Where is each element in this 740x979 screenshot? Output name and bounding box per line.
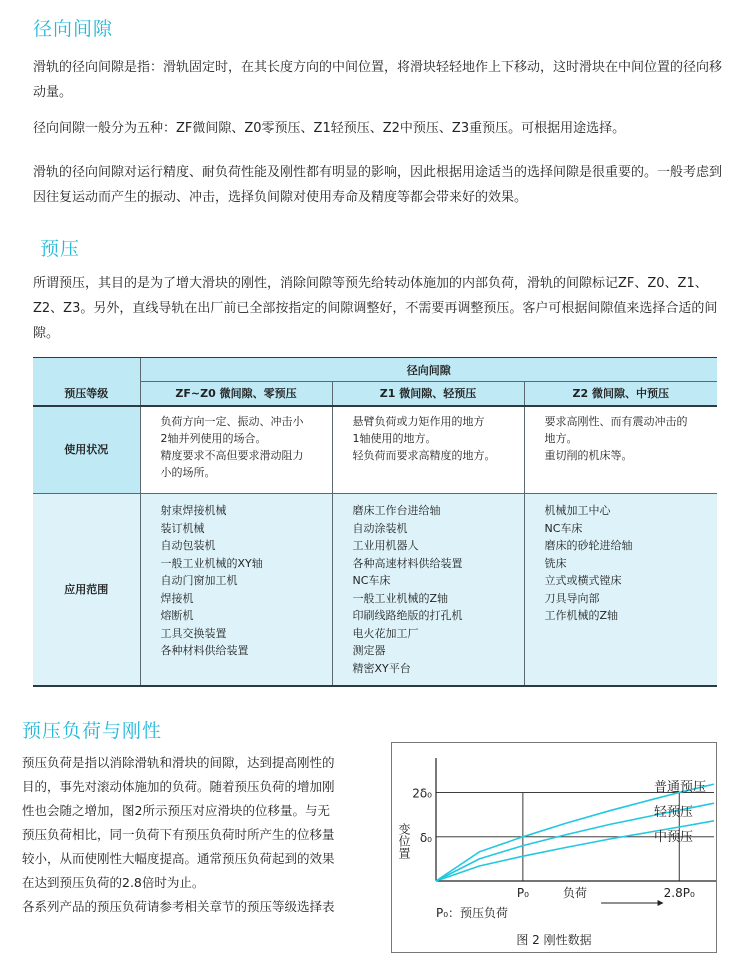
paragraph-preload: 所谓预压，其目的是为了增大滑块的刚性，消除间隙等预先给转动体施加的内部负荷，滑轨的间隙标记ZF、Z0、Z1、Z2、Z3。另外，直线导轨在出厂前已全部按指定的间隙调整好，不需要再调整预压。客户可根据间隙值来选择合适的间隙。 <box>33 276 718 341</box>
cell-line: 铣床 <box>544 556 567 570</box>
cell-line: 刀具导向部 <box>544 591 600 605</box>
table-row-label-usage: 使用状况 <box>33 406 140 494</box>
text-line: 在达到预压负荷的2.8倍时为止。 <box>22 875 205 890</box>
usage-cell-2 <box>332 406 524 494</box>
cell-line: 负荷方向一定、振动、冲击小 <box>160 414 304 428</box>
y-axis-label: 变位置 <box>397 823 411 859</box>
cell-line: 工作机械的Z轴 <box>544 609 619 622</box>
table-header-col-1: ZF~Z0 微间隙、零预压 <box>140 382 332 406</box>
cell-line: 磨床的砂轮进给轴 <box>544 539 633 552</box>
series-label-1: 轻预压 <box>654 805 694 820</box>
cell-line: NC车床 <box>544 521 583 535</box>
cell-line: 熔断机 <box>160 609 194 622</box>
x-axis-label: 负荷 <box>562 886 588 900</box>
table-row-label-applications: 应用范围 <box>33 494 140 686</box>
cell-line: 电火花加工厂 <box>352 626 419 640</box>
table-header-row <box>33 382 717 406</box>
cell-line: 射束焊接机械 <box>160 504 227 517</box>
cell-line: 小的场所。 <box>160 465 216 479</box>
cell-line: 一般工业机械的Z轴 <box>352 591 449 605</box>
paragraph-radial-clearance-effects: 滑轨的径向间隙对运行精度、耐负荷性能及刚性都有明显的影响，因此根据用途适当的选择间隙是很重要的。一般考虑到因往复运动而产生的振动、冲击，选择负间隙对使用寿命及精度等都会带来好的效果。 <box>33 165 723 205</box>
text-line: 较小，从而使刚性大幅度提高。通常预压负荷起到的效果 <box>22 851 335 866</box>
usage-cell-3 <box>524 406 717 494</box>
cell-line: 自动包装机 <box>160 539 216 552</box>
paragraph-preload-rigidity <box>22 751 382 919</box>
cell-line: 立式或横式镗床 <box>544 574 622 587</box>
cell-line: 工业用机器人 <box>352 539 419 552</box>
x-axis-arrow-head <box>658 900 664 906</box>
table-row-usage <box>33 406 717 494</box>
paragraph-radial-clearance-types: 径向间隙一般分为五种：ZF微间隙、Z0零预压、Z1轻预压、Z2中预压、Z3重预压。可根据用途选择。 <box>33 121 626 136</box>
apps-cell-2 <box>332 494 524 686</box>
y-tick-label: 2δ₀ <box>412 786 432 801</box>
text-line: 预压负荷相比，同一负荷下有预压负荷时所产生的位移量 <box>22 827 335 842</box>
cell-line: 地方。 <box>544 431 578 445</box>
chart-title: 图 2 刚性数据 <box>516 933 592 947</box>
table-header-blank <box>33 358 140 382</box>
paragraph-radial-clearance-definition: 滑轨的径向间隙是指：滑轨固定时，在其长度方向的中间位置，将滑块轻轻地作上下移动，这时滑块在中间位置的径向移动量。 <box>33 60 723 100</box>
cell-line: 轻负荷而要求高精度的地方。 <box>352 448 496 462</box>
cell-line: 各种材料供给装置 <box>160 644 249 657</box>
cell-line: 精密XY平台 <box>352 661 411 675</box>
series-label-0: 普通预压 <box>654 780 707 795</box>
usage-cell-1 <box>140 406 332 494</box>
text-line: 目的，事先对滚动体施加的负荷。随着预压负荷的增加刚 <box>22 779 335 794</box>
x-tick-label: P₀ <box>516 886 529 900</box>
cell-line: 自动涂装机 <box>352 521 408 535</box>
x-tick-label: 2.8P₀ <box>663 886 695 900</box>
cell-line: 要求高刚性、而有震动冲击的 <box>544 414 688 428</box>
cell-line: 自动门窗加工机 <box>160 574 238 587</box>
table-header-preload-grade: 预压等级 <box>33 382 140 406</box>
rigidity-chart-svg <box>392 743 716 952</box>
table-header-col-2: Z1 微间隙、轻预压 <box>332 382 524 406</box>
text-line: 各系列产品的预压负荷请参考相关章节的预压等级选择表 <box>22 899 335 914</box>
apps-cell-3 <box>524 494 717 686</box>
cell-line: 1轴使用的地方。 <box>352 431 437 445</box>
cell-line: 印刷线路绝版的打孔机 <box>352 609 463 622</box>
cell-line: 2轴并列使用的场合。 <box>160 431 267 445</box>
section-title-preload-rigidity: 预压负荷与刚性 <box>22 720 163 742</box>
cell-line: 精度要求不高但要求滑动阻力 <box>160 448 304 462</box>
cell-line: 装订机械 <box>160 521 205 535</box>
cell-line: 各种高速材料供给装置 <box>352 556 463 570</box>
section-title-preload: 预压 <box>40 238 81 260</box>
cell-line: 磨床工作台进给轴 <box>352 504 441 517</box>
cell-line: 重切削的机床等。 <box>544 448 633 462</box>
series-label-2: 中预压 <box>654 830 694 845</box>
cell-line: 机械加工中心 <box>544 504 611 517</box>
cell-line: 测定器 <box>352 644 386 657</box>
cell-line: 悬臂负荷或力矩作用的地方 <box>352 414 485 428</box>
table-header-col-3: Z2 微间隙、中预压 <box>524 382 717 406</box>
text-line: 性也会随之增加，图2所示预压对应滑块的位移量。与无 <box>22 803 330 818</box>
section-title-radial-clearance: 径向间隙 <box>33 18 114 40</box>
table-header-group-row <box>33 358 717 382</box>
cell-line: 焊接机 <box>160 591 194 605</box>
text-line: 预压负荷是指以消除滑轨和滑块的间隙，达到提高刚性的 <box>22 755 335 770</box>
cell-line: 工具交换装置 <box>160 626 227 640</box>
table-row-applications <box>33 494 717 686</box>
preload-spec-table <box>33 357 717 687</box>
cell-line: NC车床 <box>352 574 391 587</box>
rigidity-chart <box>391 742 717 953</box>
chart-note: P₀：预压负荷 <box>436 906 509 920</box>
table-header-radial-clearance: 径向间隙 <box>140 358 717 382</box>
cell-line: 一般工业机械的XY轴 <box>160 556 263 570</box>
apps-cell-1 <box>140 494 332 686</box>
y-tick-label: δ₀ <box>419 830 432 845</box>
